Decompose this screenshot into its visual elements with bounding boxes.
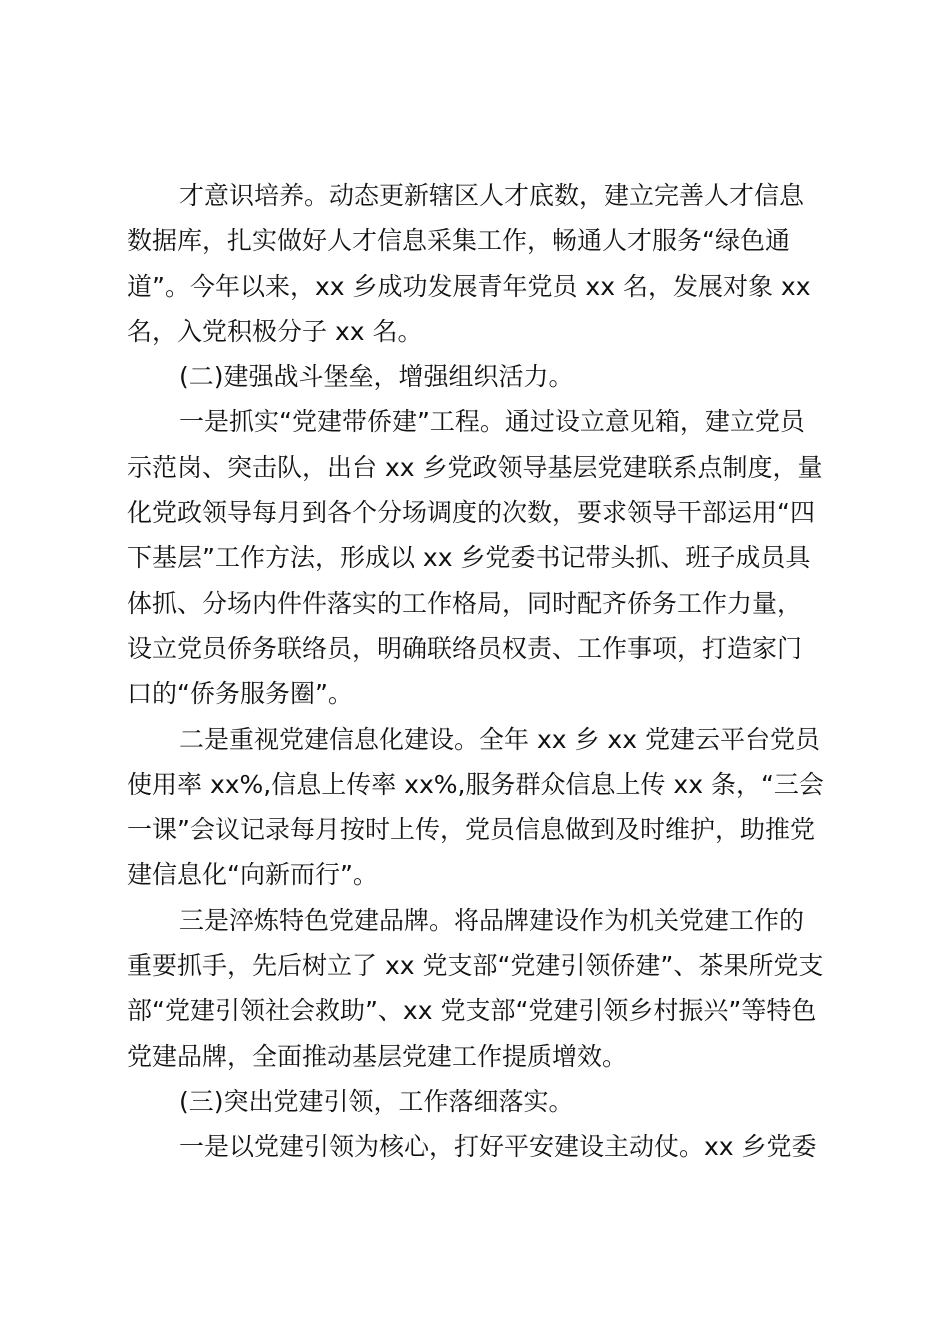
text-line: 化党政领导每月到各个分场调度的次数，要求领导干部运用“四: [127, 498, 815, 528]
paragraph-point-4: [127, 1124, 827, 1169]
text-line: (三)突出党建引领，工作落细落实。: [179, 1086, 574, 1116]
text-line: 设立党员侨务联络员，明确联络员权责、工作事项，打造家门: [127, 633, 803, 663]
text-line: 二是重视党建信息化建设。全年 xx 乡 xx 党建云平台党员: [179, 724, 820, 754]
section-heading-3: [127, 1079, 827, 1124]
paragraph-point-2: [127, 717, 827, 898]
text-line: 一课”会议记录每月按时上传，党员信息做到及时维护，助推党: [127, 815, 815, 845]
text-line: 才意识培养。动态更新辖区人才底数，建立完善人才信息: [179, 181, 805, 210]
text-line: 口的“侨务服务圈”。: [127, 679, 353, 709]
paragraph-point-1: [127, 399, 827, 716]
text-line: 重要抓手，先后树立了 xx 党支部“党建引领侨建”、茶果所党支: [127, 951, 824, 981]
section-heading-2: [127, 354, 827, 399]
text-line: 一是以党建引领为核心，打好平安建设主动仗。xx 乡党委: [179, 1132, 817, 1162]
document-body: [127, 173, 827, 1170]
text-line: 道”。今年以来，xx 乡成功发展青年党员 xx 名，发展对象 xx: [127, 271, 811, 301]
text-line: 使用率 xx%,信息上传率 xx%,服务群众信息上传 xx 条，“三会: [127, 769, 824, 799]
text-line: 数据库，扎实做好人才信息采集工作，畅通人才服务“绿色通: [127, 226, 790, 256]
text-line: (二)建强战斗堡垒，增强组织活力。: [179, 362, 574, 392]
text-line: 部“党建引领社会救助”、xx 党支部“党建引领乡村振兴”等特色: [127, 996, 817, 1026]
text-line: 下基层”工作方法，形成以 xx 乡党委书记带头抓、班子成员具: [127, 543, 811, 573]
text-line: 名，入党积极分子 xx 名。: [127, 316, 423, 346]
text-line: 体抓、分场内件件落实的工作格局，同时配齐侨务工作力量，: [127, 588, 803, 618]
text-line: 一是抓实“党建带侨建”工程。通过设立意见箱，建立党员: [179, 407, 805, 437]
text-line: 示范岗、突击队，出台 xx 乡党政领导基层党建联系点制度，量: [127, 452, 823, 482]
paragraph-talent-continuation: [127, 173, 827, 354]
paragraph-point-3: [127, 898, 827, 1079]
text-line: 建信息化“向新而行”。: [127, 860, 378, 890]
text-line: 党建品牌，全面推动基层党建工作提质增效。: [127, 1041, 628, 1071]
text-line: 三是淬炼特色党建品牌。将品牌建设作为机关党建工作的: [179, 905, 805, 935]
